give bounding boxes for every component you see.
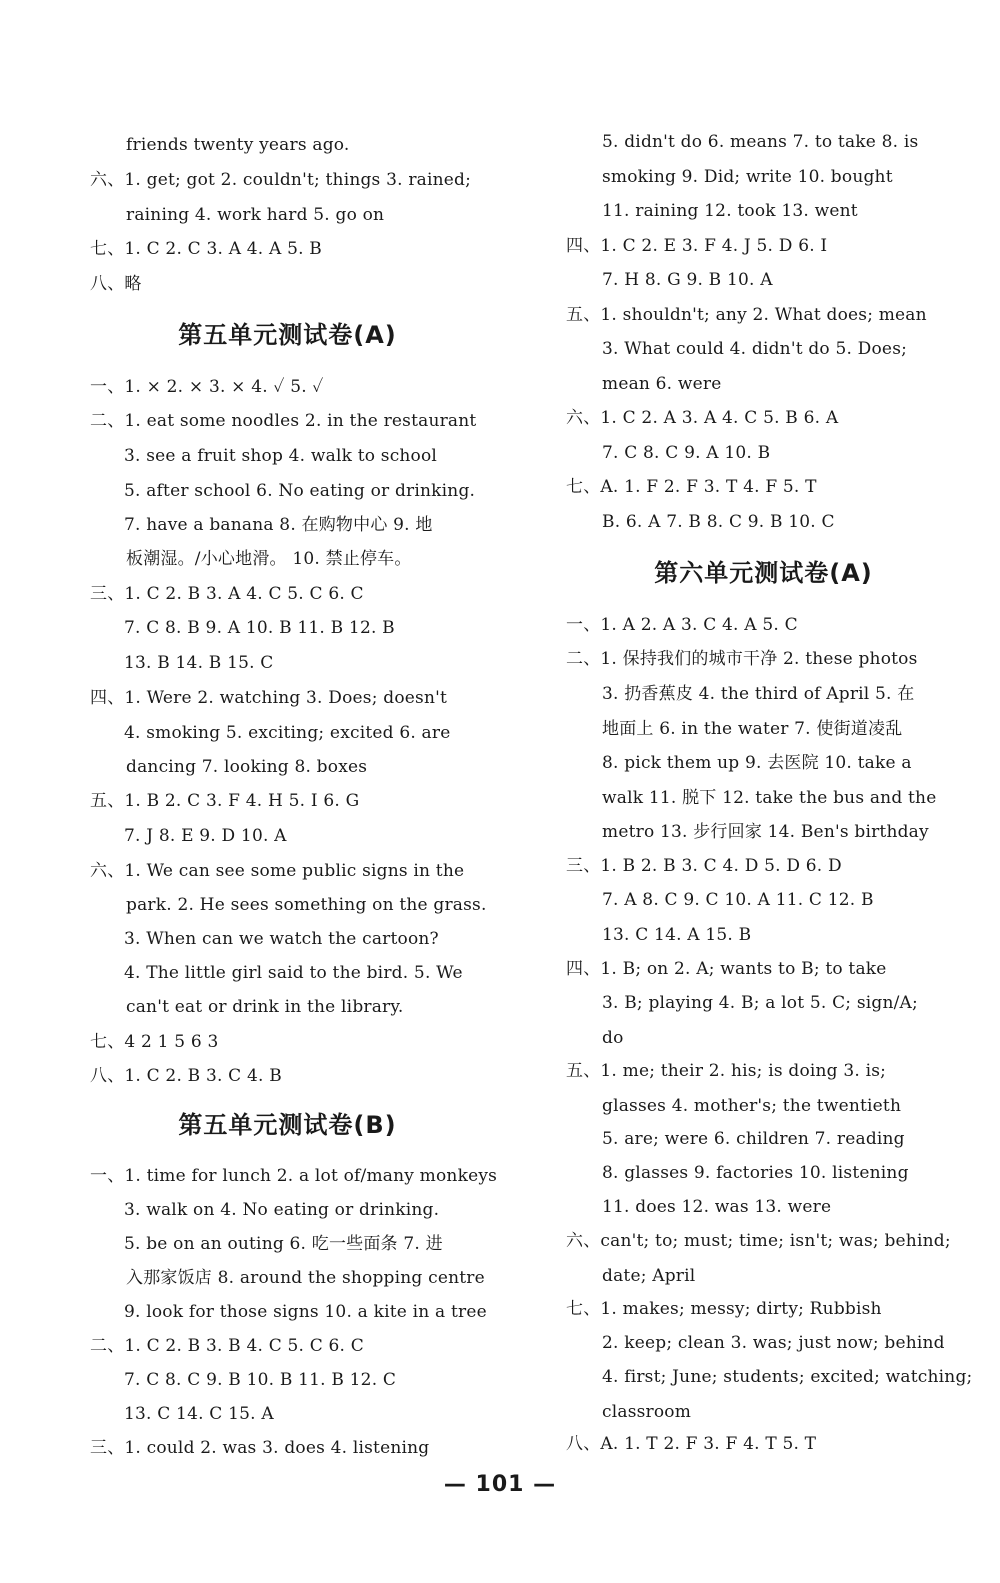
answer-line: 八、略 (90, 274, 142, 294)
answer-line: metro 13. 步行回家 14. Ben's birthday (602, 822, 929, 842)
section-title: 第五单元测试卷(B) (178, 1111, 397, 1139)
answer-line: 板潮湿。/小心地滑。 10. 禁止停车。 (126, 549, 412, 569)
answer-line: do (602, 1028, 624, 1048)
answer-line: 8. pick them up 9. 去医院 10. take a (602, 753, 912, 773)
answer-line: 五、1. me; their 2. his; is doing 3. is; (566, 1061, 887, 1081)
answer-line: can't eat or drink in the library. (126, 997, 404, 1017)
answer-line: 5. are; were 6. children 7. reading (602, 1129, 905, 1149)
answer-line: 三、1. B 2. B 3. C 4. D 5. D 6. D (566, 856, 842, 876)
answer-line: 5. didn't do 6. means 7. to take 8. is (602, 132, 919, 152)
answer-line: 11. raining 12. took 13. went (602, 201, 858, 221)
answer-line: 二、1. eat some noodles 2. in the restaurant (90, 411, 477, 431)
answer-line: 3. 扔香蕉皮 4. the third of April 5. 在 (602, 684, 915, 704)
answer-line: 7. have a banana 8. 在购物中心 9. 地 (124, 515, 433, 535)
answer-line: smoking 9. Did; write 10. bought (602, 167, 893, 187)
answer-line: 四、1. B; on 2. A; wants to B; to take (566, 959, 887, 979)
answer-line: 六、1. get; got 2. couldn't; things 3. rained; (90, 170, 472, 190)
answer-line: 七、A. 1. F 2. F 3. T 4. F 5. T (566, 477, 817, 497)
answer-line: B. 6. A 7. B 8. C 9. B 10. C (602, 512, 835, 532)
answer-line: 八、1. C 2. B 3. C 4. B (90, 1066, 282, 1086)
answer-line: 五、1. shouldn't; any 2. What does; mean (566, 305, 927, 325)
answer-line: 9. look for those signs 10. a kite in a tree (124, 1302, 487, 1322)
answer-line: 八、A. 1. T 2. F 3. F 4. T 5. T (566, 1434, 817, 1454)
answer-line: 4. The little girl said to the bird. 5. We (124, 963, 463, 983)
answer-line: 六、1. C 2. A 3. A 4. C 5. B 6. A (566, 408, 839, 428)
answer-line: 7. J 8. E 9. D 10. A (124, 826, 287, 846)
answer-line: 五、1. B 2. C 3. F 4. H 5. I 6. G (90, 791, 360, 811)
answer-line: 三、1. could 2. was 3. does 4. listening (90, 1438, 430, 1458)
answer-line: 11. does 12. was 13. were (602, 1197, 832, 1217)
answer-line: dancing 7. looking 8. boxes (126, 757, 368, 777)
answer-line: 5. be on an outing 6. 吃一些面条 7. 进 (124, 1234, 443, 1254)
answer-line: 13. B 14. B 15. C (124, 653, 274, 673)
answer-line: 七、4 2 1 5 6 3 (90, 1032, 219, 1052)
answer-line: raining 4. work hard 5. go on (126, 205, 385, 225)
answer-line: 三、1. C 2. B 3. A 4. C 5. C 6. C (90, 584, 364, 604)
answer-line: 3. When can we watch the cartoon? (124, 929, 439, 949)
answer-line: 地面上 6. in the water 7. 使街道凌乱 (602, 719, 903, 739)
answer-line: walk 11. 脱下 12. take the bus and the (602, 788, 937, 808)
answer-line: 七、1. makes; messy; dirty; Rubbish (566, 1299, 882, 1319)
answer-line: 一、1. time for lunch 2. a lot of/many monkeys (90, 1166, 498, 1186)
answer-line: 13. C 14. C 15. A (124, 1404, 274, 1424)
answer-line: date; April (602, 1266, 696, 1286)
answer-line: 二、1. C 2. B 3. B 4. C 5. C 6. C (90, 1336, 364, 1356)
answer-line: 4. first; June; students; excited; watching; (602, 1367, 973, 1387)
answer-line: 一、1. × 2. × 3. × 4. ✓ 5. ✓ (90, 377, 324, 397)
answer-line: 7. A 8. C 9. C 10. A 11. C 12. B (602, 890, 874, 910)
answer-line: 六、can't; to; must; time; isn't; was; behind; (566, 1231, 951, 1251)
answer-line: 3. What could 4. didn't do 5. Does; (602, 339, 908, 359)
answer-line: 7. C 8. C 9. B 10. B 11. B 12. C (124, 1370, 397, 1390)
answer-line: 二、1. 保持我们的城市干净 2. these photos (566, 649, 918, 669)
answer-line: park. 2. He sees something on the grass. (126, 895, 487, 915)
answer-line: 四、1. C 2. E 3. F 4. J 5. D 6. I (566, 236, 828, 256)
page-number: — 101 — (443, 1472, 557, 1497)
answer-line: 7. C 8. C 9. A 10. B (602, 443, 771, 463)
answer-line: 2. keep; clean 3. was; just now; behind (602, 1333, 945, 1353)
section-title: 第五单元测试卷(A) (178, 321, 397, 349)
answer-line: 入那家饭店 8. around the shopping centre (126, 1268, 485, 1288)
answer-line: 3. B; playing 4. B; a lot 5. C; sign/A; (602, 993, 918, 1013)
answer-line: 七、1. C 2. C 3. A 4. A 5. B (90, 239, 322, 259)
answer-line: 3. see a fruit shop 4. walk to school (124, 446, 438, 466)
answer-line: 5. after school 6. No eating or drinking. (124, 481, 476, 501)
answer-line: 六、1. We can see some public signs in the (90, 861, 465, 881)
answer-line: 7. C 8. B 9. A 10. B 11. B 12. B (124, 618, 395, 638)
answer-line: mean 6. were (602, 374, 722, 394)
answer-line: 8. glasses 9. factories 10. listening (602, 1163, 909, 1183)
answer-line: 13. C 14. A 15. B (602, 925, 752, 945)
section-title: 第六单元测试卷(A) (654, 559, 873, 587)
answer-line: 四、1. Were 2. watching 3. Does; doesn't (90, 688, 448, 708)
answer-line: glasses 4. mother's; the twentieth (602, 1096, 902, 1116)
answer-line: 一、1. A 2. A 3. C 4. A 5. C (566, 615, 798, 635)
answer-line: 4. smoking 5. exciting; excited 6. are (124, 723, 451, 743)
answer-line: friends twenty years ago. (126, 135, 350, 155)
answer-line: 3. walk on 4. No eating or drinking. (124, 1200, 440, 1220)
answer-line: classroom (602, 1402, 692, 1422)
answer-line: 7. H 8. G 9. B 10. A (602, 270, 773, 290)
